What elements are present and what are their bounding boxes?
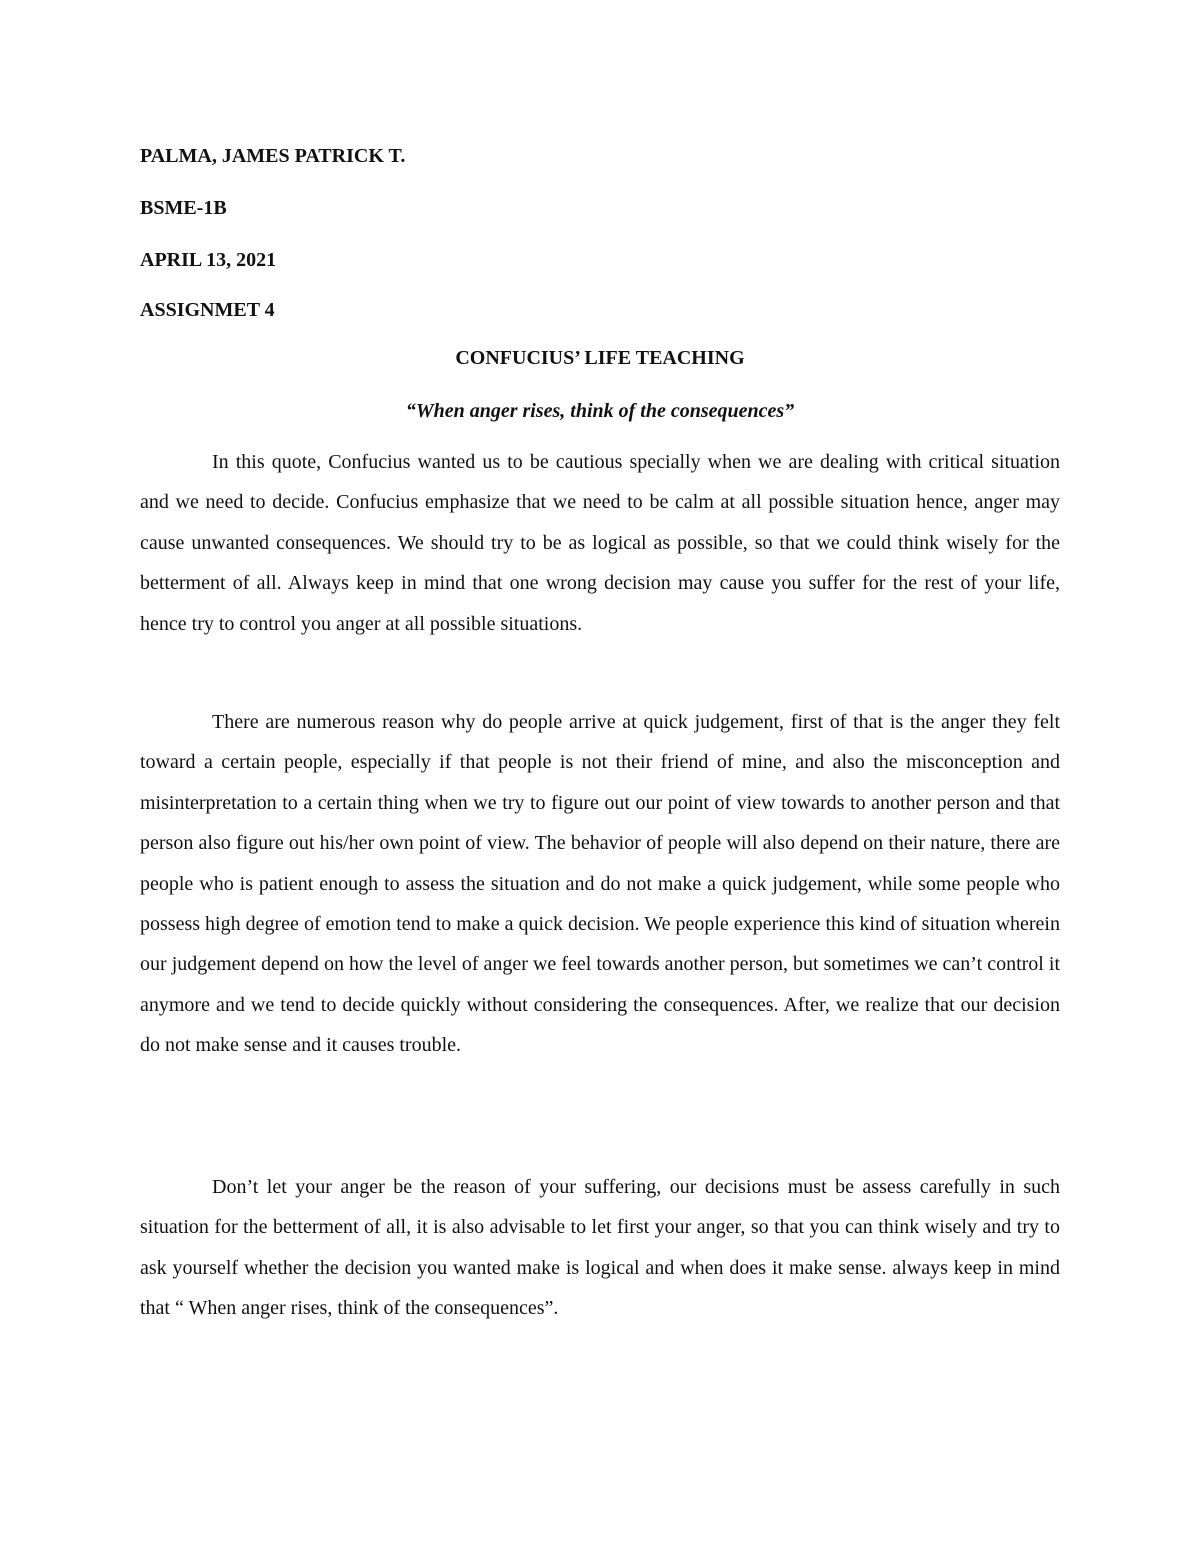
- body-paragraph-2: There are numerous reason why do people arrive at quick judgement, first of that is the anger they felt toward a certain people, especially if that people is not their friend of mine, and also the misconception and misinterpretation to a certain thing when we try to figure out our point of view towards to another person and that person also figure out his/her own point of view. The behavior of people will also depend on their nature, there are people who is patient enough to assess the situation and do not make a quick judgement, while some people who possess high degree of emotion tend to make a quick decision. We people experience this kind of situation wherein our judgement depend on how the level of anger we feel towards another person, but sometimes we can’t control it anymore and we tend to decide quickly without considering the consequences. After, we realize that our decision do not make sense and it causes trouble.: [140, 711, 1060, 1057]
- body-paragraph-3: Don’t let your anger be the reason of your suffering, our decisions must be assess carefully in such situation for the betterment of all, it is also advisable to let first your anger, so that you can think wisely and try to ask yourself whether the decision you wanted make is logical and when does it make sense. always keep in mind that “ When anger rises, think of the consequences”.: [140, 1176, 1060, 1320]
- document-title: CONFUCIUS’ LIFE TEACHING: [455, 347, 745, 369]
- assignment-date: APRIL 13, 2021: [140, 249, 277, 271]
- student-name: PALMA, JAMES PATRICK T.: [140, 145, 406, 167]
- course-section: BSME-1B: [140, 197, 227, 219]
- featured-quote: “When anger rises, think of the consequences”: [405, 400, 795, 422]
- body-paragraph-1: In this quote, Confucius wanted us to be cautious specially when we are dealing with critical situation and we need to decide. Confucius emphasize that we need to be calm at all possible situation hence, anger may cause unwanted consequences. We should try to be as logical as possible, so that we could think wisely for the betterment of all. Always keep in mind that one wrong decision may cause you suffer for the rest of your life, hence try to control you anger at all possible situations.: [140, 451, 1060, 635]
- assignment-number: ASSIGNMET 4: [140, 299, 275, 321]
